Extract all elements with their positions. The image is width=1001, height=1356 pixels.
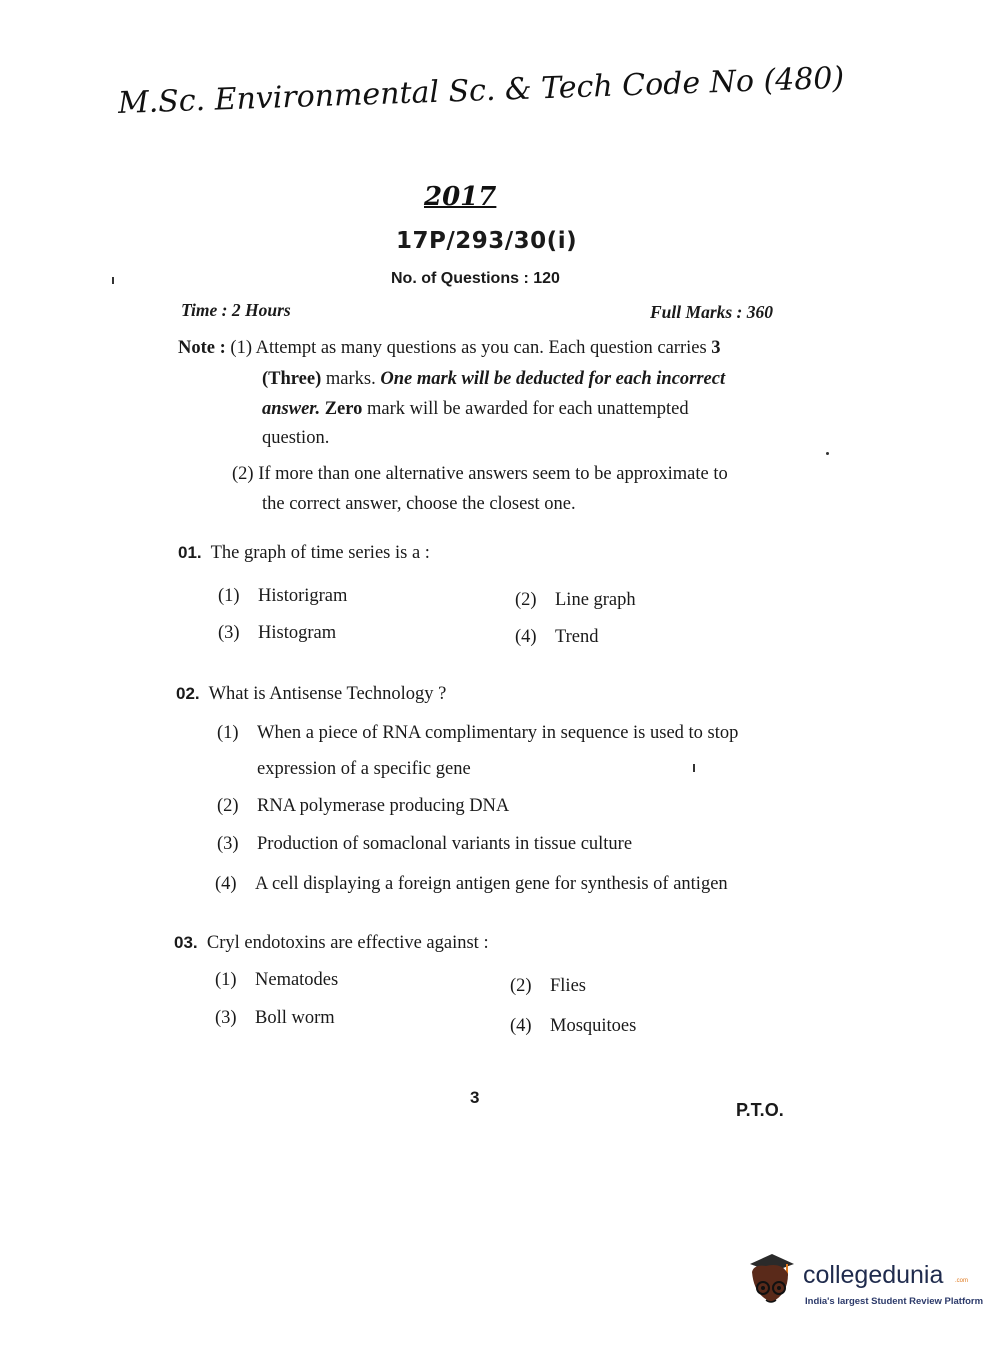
note-item2-text-cont: the correct answer, choose the closest one. — [262, 494, 576, 514]
q02-option-1-cont: expression of a specific gene — [257, 759, 471, 779]
q02-option-3 — [217, 834, 632, 855]
question-text: Cryl endotoxins are effective against : — [206, 933, 489, 953]
exam-time: Time : 2 Hours — [181, 300, 291, 320]
scan-speck — [112, 277, 114, 284]
note-item1-answer-word: answer. — [262, 399, 321, 419]
question-text: What is Antisense Technology ? — [208, 684, 447, 704]
option-number: (3) — [217, 834, 239, 854]
note-item1-marks-word: (Three) — [262, 369, 322, 389]
option-number: (2) — [515, 590, 537, 610]
note-line-5 — [232, 464, 728, 485]
question-number: 03. — [174, 933, 198, 952]
scan-speck — [826, 452, 829, 455]
q03-option-3 — [215, 1008, 335, 1029]
q03-option-4 — [510, 1016, 636, 1037]
q01-option-4 — [515, 627, 599, 648]
note-item1-question-word: question. — [262, 428, 330, 448]
question-text: The graph of time series is a : — [210, 543, 430, 563]
note-line-3 — [262, 399, 689, 420]
option-number: (3) — [218, 623, 240, 643]
collegedunia-logo — [742, 1250, 800, 1310]
option-text: Trend — [555, 627, 599, 647]
option-text: Flies — [550, 976, 586, 996]
option-text: Production of somaclonal variants in tissue culture — [257, 834, 633, 854]
note-line-2 — [262, 369, 725, 390]
option-text: Line graph — [555, 590, 636, 610]
option-number: (1) — [218, 586, 240, 606]
q03-option-1 — [215, 970, 338, 991]
q02-option-4 — [215, 874, 728, 895]
option-number: (2) — [217, 796, 239, 816]
collegedunia-brand: collegedunia — [803, 1261, 944, 1289]
q01-option-3 — [218, 623, 336, 644]
q02-option-2 — [217, 796, 509, 817]
question-02 — [176, 684, 446, 705]
question-03 — [174, 933, 489, 954]
option-text: Boll worm — [255, 1008, 335, 1028]
note-item1-zero: Zero — [324, 399, 363, 419]
question-01 — [178, 543, 430, 564]
question-number: 01. — [178, 543, 202, 562]
option-number: (2) — [510, 976, 532, 996]
question-count: No. of Questions : 120 — [391, 270, 560, 287]
note-item1-penalty: One mark will be deducted for each incorrect — [380, 369, 726, 389]
option-number: (1) — [215, 970, 237, 990]
q02-option-1 — [217, 723, 738, 744]
handwritten-year: 2017 — [424, 182, 497, 212]
note-line-6 — [262, 494, 576, 515]
page-number: 3 — [470, 1088, 480, 1107]
option-number: (4) — [215, 874, 237, 894]
note-item1-text: Attempt as many questions as you can. Each question carries — [255, 338, 707, 358]
mascot-icon — [742, 1250, 800, 1310]
note-item1-marks-suffix: marks. — [325, 369, 376, 389]
option-text: Historigram — [258, 586, 348, 606]
note-item1-marks: 3 — [711, 338, 721, 358]
q01-option-1 — [218, 586, 347, 607]
option-text: Histogram — [258, 623, 337, 643]
collegedunia-com: .com — [955, 1278, 969, 1284]
scan-speck — [693, 764, 695, 772]
option-text: Mosquitoes — [550, 1016, 637, 1036]
full-marks: Full Marks : 360 — [650, 302, 774, 322]
option-number: (3) — [215, 1008, 237, 1028]
note-item2-number: (2) — [232, 464, 254, 484]
paper-code: 17P/293/30(i) — [396, 228, 578, 254]
pto-marker: P.T.O. — [736, 1100, 784, 1120]
note-line-4 — [262, 428, 329, 449]
handwritten-title: M.Sc. Environmental Sc. & Tech Code No (480) — [117, 60, 845, 121]
note-item2-text: If more than one alternative answers seem to be approximate to — [258, 464, 728, 484]
note-line-1 — [178, 338, 721, 359]
option-text: RNA polymerase producing DNA — [257, 796, 510, 816]
q01-option-2 — [515, 590, 636, 611]
collegedunia-tagline: India's largest Student Review Platform — [805, 1296, 984, 1307]
option-number: (1) — [217, 723, 239, 743]
note-label: Note : — [178, 338, 226, 358]
question-number: 02. — [176, 684, 200, 703]
q03-option-2 — [510, 976, 586, 997]
option-text: A cell displaying a foreign antigen gene for synthesis of antigen — [255, 874, 728, 894]
option-number: (4) — [515, 627, 537, 647]
note-item1-number: (1) — [230, 338, 252, 358]
option-number: (4) — [510, 1016, 532, 1036]
note-item1-unattempted: mark will be awarded for each unattempted — [367, 399, 689, 419]
option-text: Nematodes — [255, 970, 339, 990]
option-text: When a piece of RNA complimentary in sequence is used to stop — [257, 723, 739, 743]
